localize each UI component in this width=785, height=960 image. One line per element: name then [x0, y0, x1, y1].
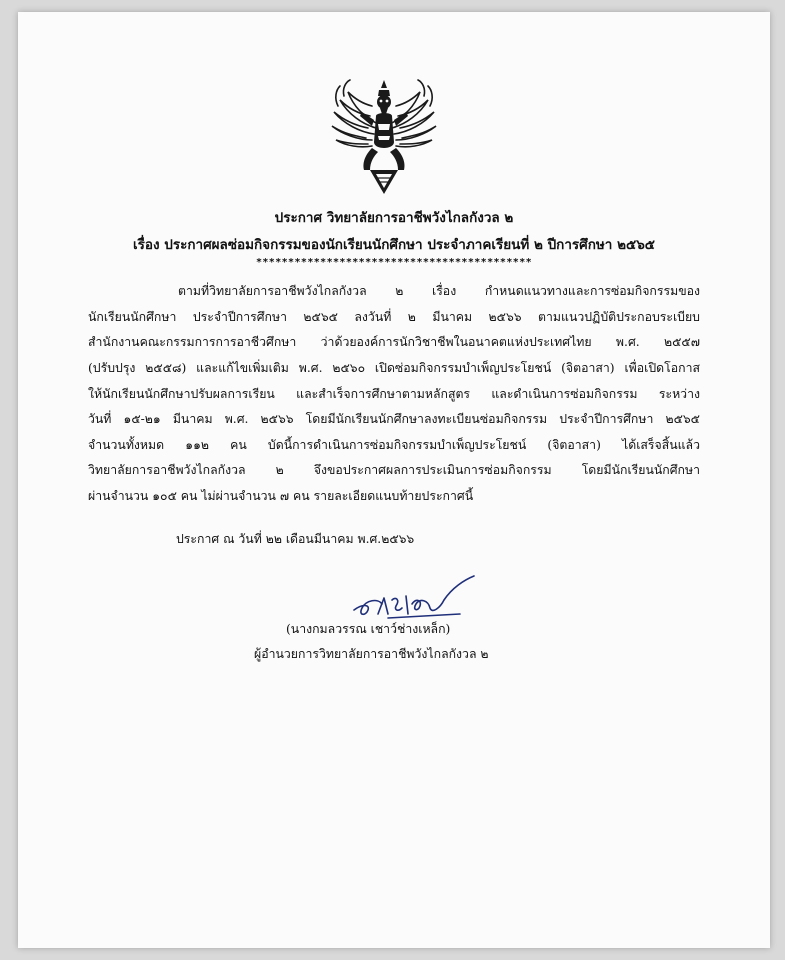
signer-name: (นางกมลวรรณ เชาว์ช่างเหล็ก)	[286, 622, 451, 636]
body-line: ตามที่วิทยาลัยการอาชีพวังไกลกังวล ๒ เรื่อง กำหนดแนวทางและการซ่อมกิจกรรมของ	[178, 284, 700, 298]
document-page	[18, 12, 770, 948]
body-line: วิทยาลัยการอาชีพวังไกลกังวล ๒ จึงขอประกาศผลการประเมินการซ่อมกิจกรรม โดยมีนักเรียนนักศึกษา	[88, 463, 700, 477]
announcement-subject: เรื่อง ประกาศผลซ่อมกิจกรรมของนักเรียนนักศึกษา ประจำภาคเรียนที่ ๒ ปีการศึกษา ๒๕๖๕	[132, 237, 655, 253]
garuda-emblem-icon	[326, 78, 442, 196]
signer-position: ผู้อำนวยการวิทยาลัยการอาชีพวังไกลกังวล ๒	[254, 647, 489, 661]
separator-line: *******************************************	[255, 257, 533, 268]
body-line: สำนักงานคณะกรรมการการอาชีวศึกษา ว่าด้วยองค์การนักวิชาชีพในอนาคตแห่งประเทศไทย พ.ศ. ๒๕๕๗	[88, 335, 700, 349]
body-line: นักเรียนนักศึกษา ประจำปีการศึกษา ๒๕๖๕ ลงวันที่ ๒ มีนาคม ๒๕๖๖ ตามแนวปฏิบัติประกอบระเบียบ	[88, 310, 700, 324]
body-line: ให้นักเรียนนักศึกษาปรับผลการเรียน และสำเร็จการศึกษาตามหลักสูตร และดำเนินการซ่อมกิจกรรม ระหว่าง	[88, 387, 700, 401]
body-line: จำนวนทั้งหมด ๑๑๒ คน บัดนี้การดำเนินการซ่อมกิจกรรมบำเพ็ญประโยชน์ (จิตอาสา) ได้เสร็จสิ้นแล้ว	[88, 438, 700, 452]
body-line: ผ่านจำนวน ๑๐๕ คน ไม่ผ่านจำนวน ๗ คน รายละเอียดแนบท้ายประกาศนี้	[88, 489, 474, 503]
handwritten-signature-icon	[348, 574, 478, 624]
body-line: (ปรับปรุง ๒๕๕๘) และแก้ไขเพิ่มเติม พ.ศ. ๒๕๖๐ เปิดซ่อมกิจกรรมบำเพ็ญประโยชน์ (จิตอาสา) เพื่อเปิดโอกาส	[88, 361, 700, 375]
announcement-date: ประกาศ ณ วันที่ ๒๒ เดือนมีนาคม พ.ศ.๒๕๖๖	[176, 532, 415, 546]
body-line: วันที่ ๑๕-๒๑ มีนาคม พ.ศ. ๒๕๖๖ โดยมีนักเรียนนักศึกษาลงทะเบียนซ่อมกิจกรรม ประจำปีการศึกษา ๒๕๖๕	[88, 412, 700, 426]
announcement-title: ประกาศ วิทยาลัยการอาชีพวังไกลกังวล ๒	[274, 210, 514, 226]
